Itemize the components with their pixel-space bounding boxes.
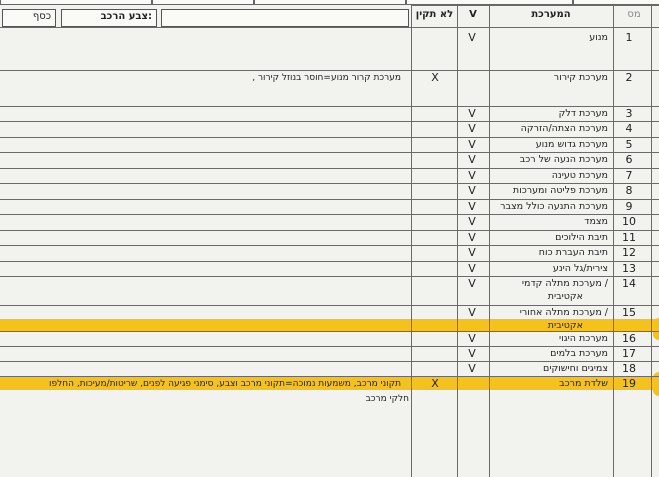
system-name: מערכת התנעה כולל מצבר xyxy=(500,201,608,212)
ok-mark: V xyxy=(468,184,476,197)
system-name: תיבת העברת כוח xyxy=(538,247,608,258)
row-divider xyxy=(0,121,659,122)
system-name-line2: אקטיבית xyxy=(547,320,583,331)
col-header-ok: V xyxy=(469,9,477,20)
ok-mark: V xyxy=(468,262,476,275)
row-divider xyxy=(0,376,659,377)
remark-text: מערכת קרור מנוע=חוסר בנוזל קירור , xyxy=(252,73,401,83)
column-divider xyxy=(457,5,458,477)
row-number: 14 xyxy=(622,277,636,290)
system-name: מערכת הנעה של רכב xyxy=(519,154,608,165)
ok-mark: V xyxy=(468,215,476,228)
system-name: תיבת הילוכים xyxy=(555,232,608,243)
system-name: צמיגים וחישוקים xyxy=(543,363,608,374)
system-name: צירית/גל הינע xyxy=(552,263,608,274)
ok-mark: V xyxy=(468,362,476,375)
system-name: מערכת פליטה ומערכות xyxy=(512,185,608,196)
row-divider xyxy=(0,230,659,231)
col-header-not-ok: לא תקין xyxy=(415,9,454,20)
ok-mark: V xyxy=(468,306,476,319)
row-divider xyxy=(0,331,659,332)
row-divider xyxy=(0,361,659,362)
row-divider xyxy=(0,106,659,107)
ok-mark: V xyxy=(468,31,476,44)
ok-mark: V xyxy=(468,332,476,345)
header-bottom-line xyxy=(0,27,659,28)
ok-mark: V xyxy=(468,246,476,259)
column-divider xyxy=(613,5,614,477)
ok-mark: V xyxy=(468,138,476,151)
system-name: מערכת גדוש מנוע xyxy=(535,139,608,150)
row-divider xyxy=(0,346,659,347)
system-name-line2: אקטיבית xyxy=(547,291,583,302)
header-top-line xyxy=(411,5,659,6)
not-ok-mark: X xyxy=(431,71,439,84)
row-number: 15 xyxy=(622,306,636,319)
not-ok-mark: X xyxy=(431,377,439,390)
row-number: 9 xyxy=(625,200,633,213)
row-number: 2 xyxy=(625,71,633,84)
row-number: 18 xyxy=(622,362,636,375)
row-number: 7 xyxy=(625,169,633,182)
system-name: / מערכת מתלה קדמי xyxy=(521,278,608,289)
row-divider xyxy=(0,152,659,153)
system-name: שלדת מרכב xyxy=(559,378,608,389)
system-name: מערכת טעינה xyxy=(551,170,608,181)
car-color-value-box xyxy=(161,9,409,27)
system-name: מערכת היגוי xyxy=(558,333,608,344)
system-name: / מערכת מתלה אחורי xyxy=(519,307,608,318)
row-number: 4 xyxy=(625,122,633,135)
row-number: 6 xyxy=(625,153,633,166)
car-color-label: :צבע הרכב xyxy=(100,11,152,22)
row-number: 10 xyxy=(622,215,636,228)
ok-mark: V xyxy=(468,347,476,360)
system-name: מצמד xyxy=(584,216,608,227)
row-divider xyxy=(0,214,659,215)
row-number: 11 xyxy=(622,231,636,244)
money-label: כסף xyxy=(32,11,51,22)
ok-mark: V xyxy=(468,200,476,213)
row-divider xyxy=(0,70,659,71)
system-name: מערכת בלמים xyxy=(550,348,608,359)
row-number: 13 xyxy=(622,262,636,275)
system-name: מערכת הצתה/הזרקה xyxy=(520,123,608,134)
col-header-system: המערכת xyxy=(531,9,571,20)
row-number: 19 xyxy=(622,377,636,390)
ok-mark: V xyxy=(468,277,476,290)
row-divider xyxy=(0,137,659,138)
row-divider xyxy=(0,245,659,246)
row-number: 5 xyxy=(625,138,633,151)
row-divider xyxy=(0,305,659,306)
column-divider xyxy=(651,5,652,477)
car-color-box xyxy=(61,9,157,27)
ok-mark: V xyxy=(468,107,476,120)
money-box xyxy=(2,9,56,27)
ok-mark: V xyxy=(468,153,476,166)
system-name: מערכת דלק xyxy=(558,108,608,119)
row-divider xyxy=(0,183,659,184)
row-number: 1 xyxy=(625,31,633,44)
row-divider xyxy=(0,276,659,277)
ok-mark: V xyxy=(468,169,476,182)
column-divider xyxy=(411,5,412,477)
row-divider xyxy=(0,261,659,262)
row-number: 8 xyxy=(625,184,633,197)
system-name: מערכת קירור xyxy=(553,72,608,83)
remark-text: תקוני מרכב, משמעות נמוכה=תקוני מרכב וצבע, סימני פגיעה לפנים, שריטות/מעיכות, החלפו xyxy=(49,379,401,389)
ok-mark: V xyxy=(468,122,476,135)
row-number: 16 xyxy=(622,332,636,345)
column-divider xyxy=(489,5,490,477)
col-header-number: מס xyxy=(627,9,641,20)
remark-text-line2: חלקי מרכב xyxy=(365,394,409,404)
row-number: 3 xyxy=(625,107,633,120)
row-divider xyxy=(0,168,659,169)
row-number: 12 xyxy=(622,246,636,259)
page-tab xyxy=(653,318,659,340)
row-number: 17 xyxy=(622,347,636,360)
ok-mark: V xyxy=(468,231,476,244)
row-divider xyxy=(0,199,659,200)
system-name: מנוע xyxy=(589,32,608,43)
